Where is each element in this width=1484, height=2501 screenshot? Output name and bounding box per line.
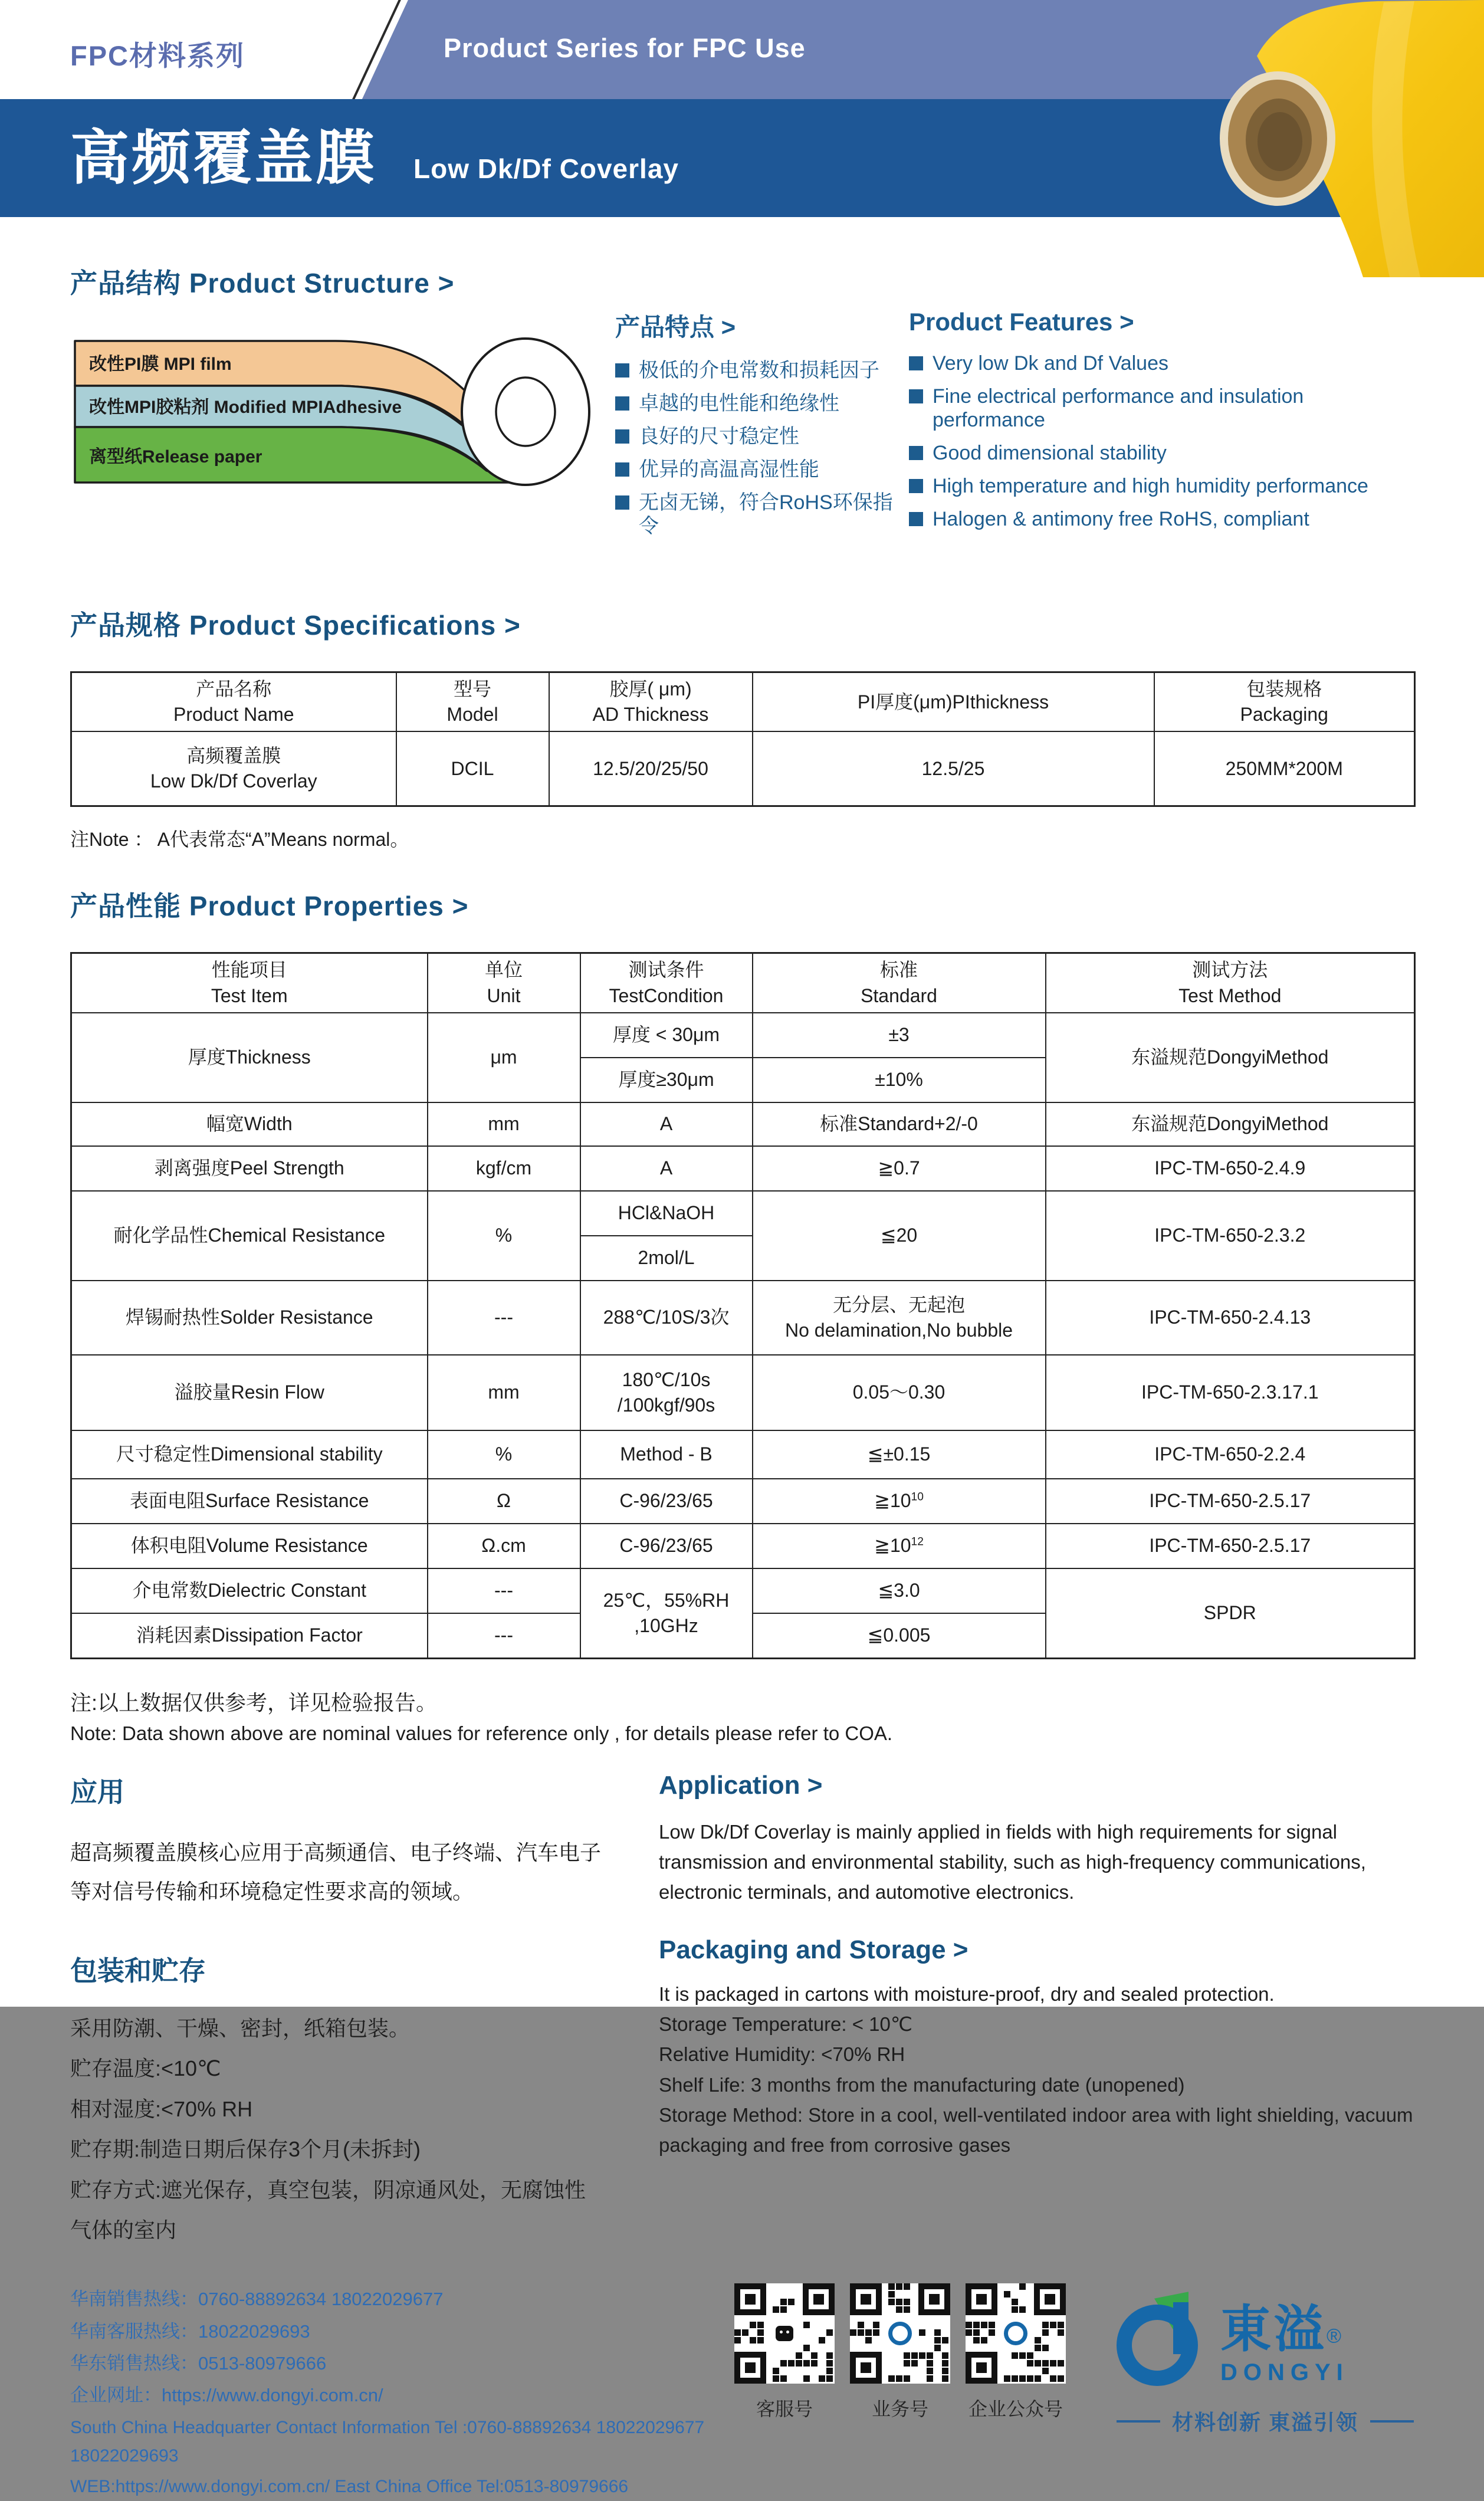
prop-row-thickness [71, 1013, 1415, 1058]
prop-cond: 厚度≥30μm [580, 1058, 753, 1102]
prop-std: ≦20 [753, 1191, 1046, 1281]
prop-std: 标准Standard+2/-0 [753, 1102, 1046, 1146]
packaging-line: Shelf Life: 3 months from the manufacturing date (unopened) [659, 2073, 1185, 2096]
page-subtitle: Low Dk/Df Coverlay [413, 153, 679, 184]
series-title-en: Product Series for FPC Use [444, 33, 806, 63]
prop-std: ±10% [753, 1058, 1046, 1102]
square-bullet-icon [615, 429, 629, 444]
prop-item: 体积电阻Volume Resistance [71, 1524, 428, 1568]
registered-mark: ® [1327, 2325, 1342, 2348]
spec-col-pi-thickness: PI厚度(μm)PIthickness [753, 672, 1154, 732]
brand-block [1117, 2283, 1414, 2436]
spec-col-ad-thickness: 胶厚( μm) AD Thickness [549, 672, 753, 732]
right-column-en [659, 1771, 1414, 2251]
prop-col-unit: 单位 Unit [428, 953, 580, 1013]
packaging-line: Storage Method: Store in a cool, well-ventilated indoor area with light shielding, vacuum packaging and free from corrosive gases [659, 2103, 1413, 2156]
prop-col-test-item: 性能项目 Test Item [71, 953, 428, 1013]
qr-code [850, 2283, 950, 2384]
packaging-line: 贮存温度:<10℃ [70, 2056, 221, 2081]
company-website: 企业网址：https://www.dongyi.com.cn/ [70, 2385, 383, 2406]
feature-item [909, 507, 1414, 531]
page-title: 高频覆盖膜 [70, 125, 377, 191]
prop-method: IPC-TM-650-2.3.17.1 [1046, 1355, 1415, 1430]
prop-unit: % [428, 1191, 580, 1281]
prop-std: 0.05～0.30 [753, 1355, 1046, 1430]
prop-std: ±3 [753, 1013, 1046, 1058]
prop-method: 东溢规范DongyiMethod [1046, 1102, 1415, 1146]
square-bullet-icon [615, 462, 629, 477]
prop-cond: 2mol/L [580, 1236, 753, 1281]
footer [70, 2283, 1414, 2501]
prop-unit: Ω [428, 1479, 580, 1524]
application-text-zh: 超高频覆盖膜核心应用于高频通信、电子终端、汽车电子等对信号传输和环境稳定性要求高的领域。 [70, 1840, 602, 1904]
specifications-table [70, 671, 1416, 807]
application-packaging-section [70, 1771, 1414, 2251]
prop-cond: C-96/23/65 [580, 1524, 753, 1568]
prop-cond: A [580, 1102, 753, 1146]
feature-text: Very low Dk and Df Values [933, 352, 1168, 375]
prop-item: 剥离强度Peel Strength [71, 1146, 428, 1191]
feature-item [909, 474, 1414, 498]
dongyi-logo-icon [1117, 2292, 1205, 2386]
spec-model: DCIL [396, 731, 549, 806]
qr-finder-icon [803, 2283, 835, 2315]
feature-text: 卓越的电性能和绝缘性 [639, 392, 839, 415]
feature-text: 无卤无锑，符合RoHS环保指令 [639, 491, 893, 537]
prop-col-test-condition: 测试条件 TestCondition [580, 953, 753, 1013]
wechat-icon [771, 2320, 798, 2347]
spec-col-model: 型号 Model [396, 672, 549, 732]
prop-row-solder [71, 1281, 1415, 1355]
prop-item: 厚度Thickness [71, 1013, 428, 1102]
packaging-line: It is packaged in cartons with moisture-proof, dry and sealed protection. [659, 1983, 1275, 2006]
feature-item [615, 359, 894, 382]
qr-finder-icon [850, 2352, 882, 2384]
contact-block [70, 2283, 707, 2501]
prop-unit: % [428, 1430, 580, 1479]
layer-label-adhesive: 改性MPI胶粘剂 Modified MPIAdhesive [89, 398, 402, 417]
prop-col-standard: 标准 Standard [753, 953, 1046, 1013]
prop-std: $≧10^{10}$ [753, 1479, 1046, 1524]
prop-unit: μm [428, 1013, 580, 1102]
feature-text: High temperature and high humidity performance [933, 475, 1368, 497]
prop-method: IPC-TM-650-2.2.4 [1046, 1430, 1415, 1479]
prop-method: 东溢规范DongyiMethod [1046, 1013, 1415, 1102]
prop-item: 尺寸稳定性Dimensional stability [71, 1430, 428, 1479]
packaging-text-en [659, 1979, 1414, 2160]
application-heading-en: Application > [659, 1770, 823, 1800]
hotline-south-service: 华南客服热线：18022029693 [70, 2321, 310, 2342]
square-bullet-icon [615, 396, 629, 411]
qr-customer-service [734, 2283, 835, 2421]
application-heading-zh: 应用 [70, 1776, 124, 1807]
prop-unit: --- [428, 1281, 580, 1355]
spec-col-product-name: 产品名称 Product Name [71, 672, 396, 732]
prop-cond: 180℃/10s /100kgf/90s [580, 1355, 753, 1430]
prop-item: 幅宽Width [71, 1102, 428, 1146]
tagline-text: 材料创新 東溢引领 [1172, 2410, 1359, 2435]
feature-item [615, 458, 894, 481]
prop-method: IPC-TM-650-2.3.2 [1046, 1191, 1415, 1281]
section-specifications [70, 604, 1414, 852]
packaging-line: Relative Humidity: <70% RH [659, 2043, 905, 2066]
feature-item [909, 441, 1414, 465]
prop-cond: HCl&NaOH [580, 1191, 753, 1236]
prop-item: 溢胶量Resin Flow [71, 1355, 428, 1430]
left-column-zh [70, 1771, 601, 2251]
features-en-column [909, 308, 1414, 540]
packaging-heading-zh: 包装和贮存 [70, 1955, 206, 1986]
layer-structure-diagram [70, 337, 601, 491]
qr-group [734, 2283, 1081, 2421]
square-bullet-icon [909, 479, 923, 493]
prop-unit: --- [428, 1568, 580, 1613]
note-en: Note: Data shown above are nominal values for reference only , for details please refer to COA. [70, 1722, 893, 1744]
qr-finder-icon [966, 2283, 997, 2315]
spec-note: 注Note ： A代表常态“A”Means normal。 [70, 829, 409, 851]
feature-text: Good dimensional stability [933, 442, 1167, 464]
brand-tagline [1117, 2406, 1414, 2436]
structure-heading: 产品结构 Product Structure > [70, 268, 455, 298]
qr-finder-icon [734, 2352, 766, 2384]
feature-text: 极低的介电常数和损耗因子 [639, 359, 879, 382]
qr-finder-icon [734, 2283, 766, 2315]
prop-row-chemical [71, 1191, 1415, 1236]
prop-std: ≧0.7 [753, 1146, 1046, 1191]
hotline-south-sales: 华南销售热线：0760-88892634 18022029677 [70, 2289, 444, 2310]
prop-method: IPC-TM-650-2.4.13 [1046, 1281, 1415, 1355]
prop-row-dimensional [71, 1430, 1415, 1479]
qr-label: 企业公众号 [968, 2398, 1063, 2420]
dongyi-mini-logo-icon [1002, 2320, 1029, 2347]
features-heading-zh: 产品特点 > [615, 313, 736, 341]
prop-method: IPC-TM-650-2.4.9 [1046, 1146, 1415, 1191]
prop-item: 表面电阻Surface Resistance [71, 1479, 428, 1524]
square-bullet-icon [909, 389, 923, 403]
brand-name-zh: 東溢 [1220, 2301, 1327, 2358]
prop-std: ≦±0.15 [753, 1430, 1046, 1479]
contact-en-line2: WEB:https://www.dongyi.com.cn/ East China Office Tel:0513-80979666 [70, 2477, 629, 2497]
feature-text: Halogen & antimony free RoHS, compliant [933, 508, 1309, 530]
layer-label-mpi-film: 改性PI膜 MPI film [89, 355, 232, 374]
prop-std: ≦0.005 [753, 1613, 1046, 1659]
prop-item: 焊锡耐热性Solder Resistance [71, 1281, 428, 1355]
prop-cond: Method - B [580, 1430, 753, 1479]
prop-unit: Ω.cm [428, 1524, 580, 1568]
layer-label-release-paper: 离型纸Release paper [89, 447, 262, 467]
spec-product-name: 高频覆盖膜 Low Dk/Df Coverlay [71, 731, 396, 806]
feature-text: Fine electrical performance and insulation performance [933, 385, 1304, 431]
packaging-line: 相对湿度:<70% RH [70, 2096, 253, 2121]
square-bullet-icon [909, 356, 923, 370]
prop-row-resin [71, 1355, 1415, 1430]
header [0, 0, 1484, 217]
features-zh-column [615, 308, 894, 547]
section-properties [70, 885, 1414, 1744]
prop-row-dielectric [71, 1568, 1415, 1613]
prop-method: IPC-TM-650-2.5.17 [1046, 1524, 1415, 1568]
qr-label: 业务号 [871, 2398, 928, 2420]
hotline-east-sales: 华东销售热线：0513-80979666 [70, 2352, 327, 2374]
qr-label: 客服号 [756, 2398, 813, 2420]
prop-row-peel [71, 1146, 1415, 1191]
prop-row-width [71, 1102, 1415, 1146]
packaging-text-zh [70, 2008, 601, 2250]
qr-finder-icon [1034, 2283, 1066, 2315]
packaging-line: 贮存方式:遮光保存，真空包装，阴凉通风处，无腐蚀性气体的室内 [70, 2177, 586, 2242]
feature-text: 优异的高温高湿性能 [639, 458, 819, 481]
feature-item [615, 491, 894, 538]
feature-item [909, 352, 1414, 375]
prop-unit: mm [428, 1102, 580, 1146]
prop-col-test-method: 测试方法 Test Method [1046, 953, 1415, 1013]
spec-pi-thickness: 12.5/25 [753, 731, 1154, 806]
brand-name-en: DONGYI [1220, 2359, 1349, 2386]
packaging-heading-en: Packaging and Storage > [659, 1935, 968, 1965]
prop-std: 无分层、无起泡 No delamination,No bubble [753, 1281, 1046, 1355]
section-product-structure [70, 262, 1414, 547]
feature-item [615, 425, 894, 448]
prop-method: SPDR [1046, 1568, 1415, 1659]
spec-packaging: 250MM*200M [1154, 731, 1415, 806]
packaging-line: 采用防潮、干燥、密封，纸箱包装。 [70, 2016, 411, 2040]
qr-code [966, 2283, 1066, 2384]
prop-cond: A [580, 1146, 753, 1191]
features-heading-en: Product Features > [909, 308, 1134, 336]
prop-item: 耐化学品性Chemical Resistance [71, 1191, 428, 1281]
qr-finder-icon [850, 2283, 882, 2315]
application-text-en: Low Dk/Df Coverlay is mainly applied in fields with high requirements for signal transmission and environmental stability, such as high-frequency communications, electronic terminals, and automotive electronics. [659, 1820, 1366, 1903]
feature-item [909, 385, 1414, 432]
table-notes [70, 1686, 1414, 1745]
prop-unit: mm [428, 1355, 580, 1430]
prop-unit: kgf/cm [428, 1146, 580, 1191]
prop-cond: 厚度 < 30μm [580, 1013, 753, 1058]
specifications-heading: 产品规格 Product Specifications > [70, 610, 521, 641]
properties-heading: 产品性能 Product Properties > [70, 891, 469, 922]
dongyi-mini-logo-icon [887, 2320, 914, 2347]
packaging-line: 贮存期:制造日期后保存3个月(未拆封) [70, 2137, 421, 2162]
prop-cond: C-96/23/65 [580, 1479, 753, 1524]
prop-row-surface [71, 1479, 1415, 1524]
properties-table [70, 952, 1416, 1659]
prop-method: IPC-TM-650-2.5.17 [1046, 1479, 1415, 1524]
series-title-zh: FPC材料系列 [70, 40, 245, 71]
tagline-dash [1370, 2420, 1414, 2423]
square-bullet-icon [615, 495, 629, 510]
square-bullet-icon [909, 512, 923, 526]
qr-official-account [966, 2283, 1066, 2421]
packaging-line: Storage Temperature: < 10℃ [659, 2013, 912, 2036]
prop-std: $≧10^{12}$ [753, 1524, 1046, 1568]
spec-col-packaging: 包装规格 Packaging [1154, 672, 1415, 732]
qr-finder-icon [918, 2283, 950, 2315]
spec-ad-thickness: 12.5/20/25/50 [549, 731, 753, 806]
prop-item: 介电常数Dielectric Constant [71, 1568, 428, 1613]
prop-row-volume [71, 1524, 1415, 1568]
qr-code [734, 2283, 835, 2384]
contact-en-line1: South China Headquarter Contact Information Tel :0760-88892634 18022029677 18022029693 [70, 2418, 705, 2466]
prop-item: 消耗因素Dissipation Factor [71, 1613, 428, 1659]
qr-finder-icon [966, 2352, 997, 2384]
feature-item [615, 392, 894, 415]
prop-std: ≦3.0 [753, 1568, 1046, 1613]
feature-text: 良好的尺寸稳定性 [639, 425, 799, 448]
prop-unit: --- [428, 1613, 580, 1659]
square-bullet-icon [615, 363, 629, 378]
square-bullet-icon [909, 446, 923, 460]
qr-business [850, 2283, 950, 2421]
note-zh: 注:以上数据仅供参考，详见检验报告。 [70, 1690, 438, 1715]
tagline-dash [1117, 2420, 1160, 2423]
prop-cond: 25℃，55%RH ,10GHz [580, 1568, 753, 1659]
spec-row [71, 731, 1415, 806]
prop-cond: 288℃/10S/3次 [580, 1281, 753, 1355]
film-roll-image [1189, 0, 1484, 277]
